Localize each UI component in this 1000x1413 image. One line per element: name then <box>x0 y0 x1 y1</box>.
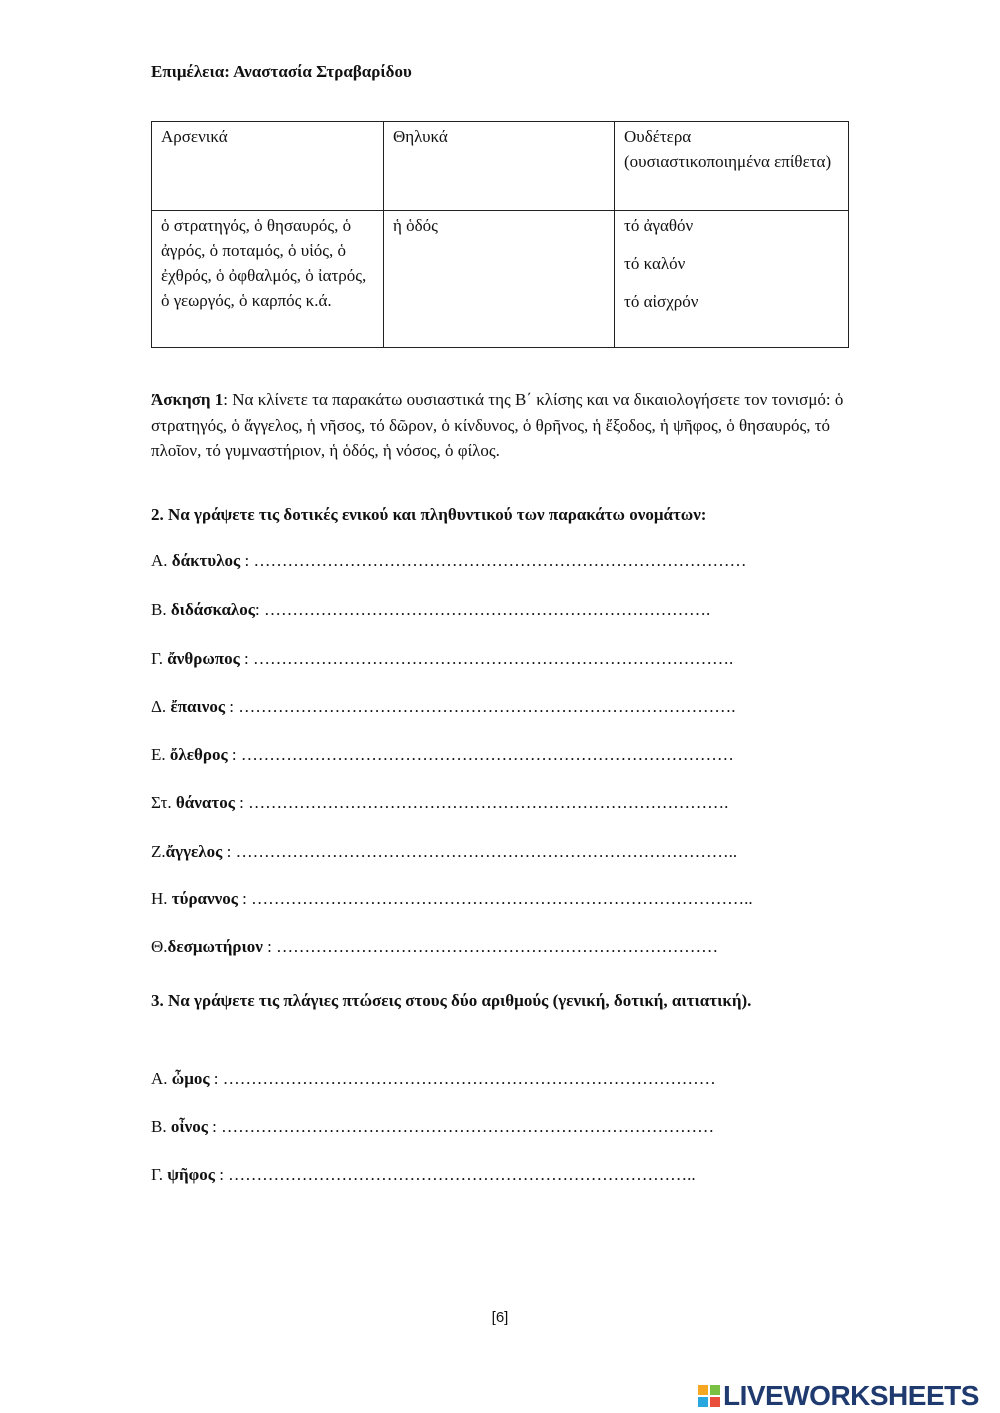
item-prefix: Θ. <box>151 937 168 956</box>
item-prefix: Στ. <box>151 793 176 812</box>
item-dots[interactable]: …………………………………………………………………………….. <box>235 842 738 861</box>
answer-line[interactable] <box>151 1069 716 1089</box>
item-word: ὄλεθρος <box>169 745 228 764</box>
item-dots[interactable]: …………………………………………………………………………… <box>240 745 734 764</box>
item-prefix: Δ. <box>151 697 171 716</box>
item-word: τύραννος <box>171 889 238 908</box>
exercise-3-title: 3. Να γράψετε τις πλάγιες πτώσεις στους δύο αριθμούς (γενική, δοτική, αιτιατική). <box>151 991 752 1010</box>
cell-masculine: ὁ στρατηγός, ὁ θησαυρός, ὁ ἀγρός, ὁ ποταμός, ὁ υἱός, ὁ ἐχθρός, ὁ ὀφθαλμός, ὁ ἰατρός, ὁ γεωργός, ὁ καρπός κ.ά. <box>152 211 384 348</box>
item-word: ἄνθρωπος <box>167 649 240 668</box>
exercise-2-title: 2. Να γράψετε τις δοτικές ενικού και πληθυντικού των παρακάτω ονομάτων: <box>151 505 707 524</box>
item-dots[interactable]: …………………………………………………………………………… <box>222 1069 716 1088</box>
item-sep: : <box>254 600 264 619</box>
item-prefix: Α. <box>151 551 172 570</box>
item-prefix: Ε. <box>151 745 170 764</box>
answer-line[interactable] <box>151 937 718 957</box>
item-dots[interactable]: …………………………………………………………………………. <box>248 793 729 812</box>
item-sep: : <box>209 1069 223 1088</box>
item-prefix: Ζ. <box>151 842 166 861</box>
answer-line[interactable] <box>151 793 728 813</box>
cell-neuter <box>615 211 849 348</box>
item-sep: : <box>207 1117 222 1136</box>
author-credit: Επιμέλεια: Αναστασία Στραβαρίδου <box>151 62 412 81</box>
item-dots[interactable]: …………………………………………………………………………. <box>253 649 734 668</box>
answer-line[interactable] <box>151 745 734 765</box>
cell-feminine: ἡ ὁδός <box>384 211 615 348</box>
item-word: δάκτυλος <box>171 551 241 570</box>
item-sep: : <box>214 1165 229 1184</box>
item-word: ἄγγελος <box>165 842 223 861</box>
item-sep: : <box>222 842 236 861</box>
item-prefix: Α. <box>151 1069 172 1088</box>
item-prefix: Β. <box>151 600 171 619</box>
neuter-item: τό αἰσχρόν <box>624 292 699 311</box>
brand-name: LIVEWORKSHEETS <box>723 1380 979 1411</box>
item-word: διδάσκαλος <box>170 600 255 619</box>
item-sep: : <box>240 551 254 570</box>
item-prefix: Η. <box>151 889 172 908</box>
item-dots[interactable]: ……………………………………………………………………. <box>263 600 711 619</box>
item-word: οἶνος <box>170 1117 208 1136</box>
item-sep: : <box>262 937 277 956</box>
item-sep: : <box>234 793 249 812</box>
item-word: δεσμωτήριον <box>167 937 263 956</box>
answer-line[interactable] <box>151 551 746 571</box>
item-sep: : <box>239 649 253 668</box>
item-prefix: Β. <box>151 1117 171 1136</box>
item-prefix: Γ. <box>151 1165 168 1184</box>
neuter-item: τό ἀγαθόν <box>624 216 694 235</box>
answer-line[interactable] <box>151 842 737 862</box>
exercise-1-label: Άσκηση 1 <box>151 390 224 409</box>
item-dots[interactable]: …………………………………………………………………………… <box>221 1117 715 1136</box>
item-word: θάνατος <box>175 793 235 812</box>
header-neuter: Ουδέτερα (ουσιαστικοποιημένα επίθετα) <box>615 122 849 211</box>
exercise-1 <box>151 387 851 464</box>
liveworksheets-icon <box>698 1385 720 1407</box>
header-masculine: Αρσενικά <box>152 122 384 211</box>
page-number: [6] <box>491 1309 509 1326</box>
item-dots[interactable]: ……………………………………………………………………………. <box>238 697 736 716</box>
answer-line[interactable] <box>151 697 736 717</box>
item-sep: : <box>227 745 241 764</box>
item-dots[interactable]: …………………………………………………………………………… <box>253 551 747 570</box>
exercise-1-text: : Να κλίνετε τα παρακάτω ουσιαστικά της Β΄ κλίσης και να δικαιολογήσετε τον τονισμό: ὁ στρατηγός, ὁ ἄγγελος, ἡ νῆσος, τό δῶρον, ὁ κίνδυνος, ὁ θρῆνος, ἡ ἔξοδος, ἡ ψῆφος, ὁ θησαυρός, τό πλοῖον, τό γυμναστήριον, ἡ ὁδός, ἡ νόσος, ὁ φίλος. <box>151 390 844 460</box>
item-dots[interactable]: …………………………………………………………………………….. <box>251 889 753 908</box>
item-sep: : <box>225 697 239 716</box>
answer-line[interactable] <box>151 649 733 669</box>
answer-line[interactable] <box>151 1165 696 1185</box>
item-sep: : <box>237 889 252 908</box>
liveworksheets-logo[interactable] <box>698 1379 979 1413</box>
item-prefix: Γ. <box>151 649 168 668</box>
item-dots[interactable]: ……………………………………………………………………….. <box>228 1165 696 1184</box>
noun-gender-table <box>151 121 849 348</box>
header-feminine: Θηλυκά <box>384 122 615 211</box>
item-word: ἔπαινος <box>170 697 226 716</box>
answer-line[interactable] <box>151 1117 714 1137</box>
item-word: ὦμος <box>171 1069 210 1088</box>
answer-line[interactable] <box>151 600 710 620</box>
neuter-item: τό καλόν <box>624 254 686 273</box>
item-dots[interactable]: …………………………………………………………………… <box>276 937 719 956</box>
item-word: ψῆφος <box>167 1165 215 1184</box>
answer-line[interactable] <box>151 889 753 909</box>
table-row <box>152 211 849 348</box>
table-header-row <box>152 122 849 211</box>
